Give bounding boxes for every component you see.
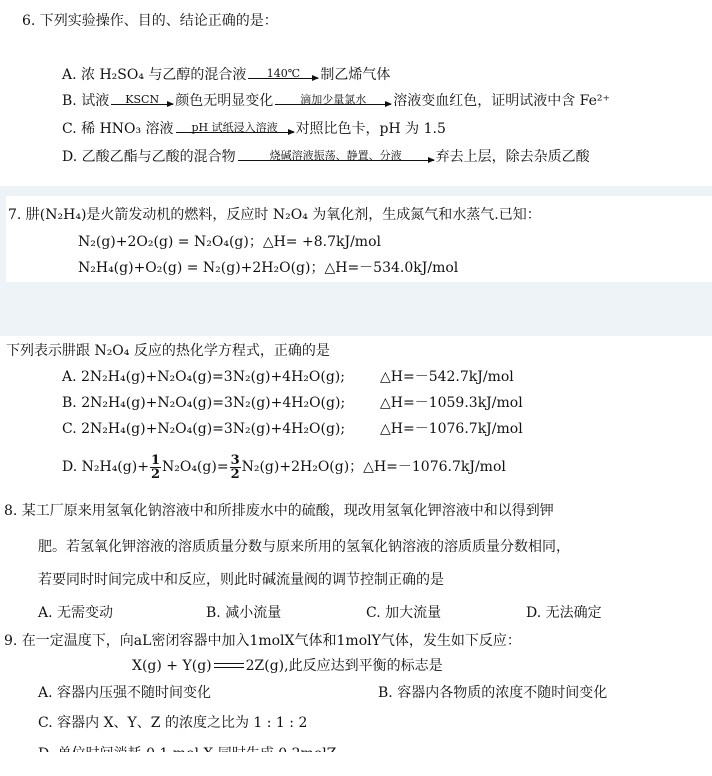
q6-option-d	[62, 148, 590, 166]
q8-line2: 肥。若氢氧化钾溶液的溶质质量分数与原来所用的氢氧化钠溶液的溶质质量分数相同，	[38, 539, 570, 555]
q7-c-eq: C. 2N₂H₄(g)+N₂O₄(g)=3N₂(g)+4H₂O(g);	[62, 421, 346, 437]
q6-c-pre: C. 稀 HNO₃ 溶液	[62, 121, 174, 137]
q7-given-eq2: N₂H₄(g)+O₂(g) = N₂(g)+2H₂O(g)；△H=－534.0kJ/mol	[78, 260, 459, 276]
q6-option-b	[62, 92, 610, 110]
q7-option-b	[62, 394, 523, 412]
q6-b-mid: 颜色无明显变化	[175, 93, 274, 109]
reaction-arrow	[111, 93, 173, 108]
q9-option-c: C. 容器内 X、Y、Z 的浓度之比为 1 : 1 : 2	[38, 715, 308, 731]
q8-option-c: C. 加大流量	[366, 605, 442, 621]
q9-option-a: A. 容器内压强不随时间变化	[38, 685, 212, 701]
q6-b-cond1: KSCN	[125, 93, 160, 106]
q6-d-post: 弃去上层，除去杂质乙酸	[435, 149, 590, 165]
q7-a-eq: A. 2N₂H₄(g)+N₂O₄(g)=3N₂(g)+4H₂O(g);	[62, 369, 345, 385]
fraction-numerator: 3	[230, 452, 240, 468]
q6-option-c	[62, 120, 446, 138]
q6-stem: 6. 下列实验操作、目的、结论正确的是：	[22, 13, 278, 29]
q6-c-post: 对照比色卡，pH 为 1.5	[295, 121, 446, 137]
q8-option-b: B. 减小流量	[206, 605, 282, 621]
q7-given-eq1: N₂(g)+2O₂(g) = N₂O₄(g)；△H= +8.7kJ/mol	[78, 234, 381, 250]
q9-rx-post: 2Z(g),此反应达到平衡的标志是	[245, 658, 443, 674]
fraction-denominator: 2	[230, 466, 240, 482]
q9-option-b: B. 容器内各物质的浓度不随时间变化	[378, 685, 608, 701]
q6-option-a	[62, 66, 390, 84]
fraction-three-halves	[230, 454, 241, 481]
q6-b-cond2: 滴加少量氯水	[300, 93, 367, 106]
q9-stem: 9. 在一定温度下，向aL密闭容器中加入1molX气体和1molY气体，发生如下反应：	[4, 633, 521, 649]
reaction-arrow	[248, 67, 318, 82]
fraction-numerator: 1	[150, 452, 160, 468]
q9-reaction	[132, 657, 443, 675]
q6-d-cond: 烧碱溶液振荡、静置、分液	[269, 149, 402, 162]
reaction-arrow	[275, 93, 391, 108]
q7-question: 下列表示肼跟 N₂O₄ 反应的热化学方程式，正确的是	[6, 343, 330, 359]
crop-edge	[0, 752, 712, 776]
q7-stem: 7. 肼(N₂H₄)是火箭发动机的燃料，反应时 N₂O₄ 为氧化剂，生成氮气和水蒸气.已知：	[8, 207, 541, 223]
q7-a-dh: △H=－542.7kJ/mol	[380, 369, 514, 385]
q7-d-part1: D. N₂H₄(g)+	[62, 459, 149, 475]
q8-line1: 8. 某工厂原来用氢氧化钠溶液中和所排废水中的硫酸，现改用氢氧化钾溶液中和以得到钾	[4, 503, 554, 519]
q8-line3: 若要同时时间完成中和反应，则此时碱流量阀的调节控制正确的是	[38, 572, 444, 588]
reaction-arrow	[238, 149, 434, 164]
q6-a-post: 制乙烯气体	[320, 67, 391, 83]
q6-b-post: 溶液变血红色，证明试液中含 Fe²⁺	[393, 93, 610, 109]
q7-b-eq: B. 2N₂H₄(g)+N₂O₄(g)=3N₂(g)+4H₂O(g);	[62, 395, 346, 411]
q7-option-d	[62, 450, 506, 484]
q8-option-d: D. 无法确定	[526, 605, 602, 621]
q6-a-pre: A. 浓 H₂SO₄ 与乙醇的混合液	[62, 67, 247, 83]
q7-option-c	[62, 420, 523, 438]
q6-d-pre: D. 乙酸乙酯与乙酸的混合物	[62, 149, 236, 165]
equilibrium-arrow	[214, 661, 244, 671]
q9-rx-pre: X(g) + Y(g)	[132, 658, 212, 674]
q7-b-dh: △H=－1059.3kJ/mol	[380, 395, 523, 411]
q8-option-a: A. 无需变动	[38, 605, 114, 621]
reaction-arrow	[176, 121, 294, 136]
q7-d-part2: N₂O₄(g)=	[161, 459, 229, 475]
q7-option-a	[62, 368, 514, 386]
q6-a-cond: 140℃	[266, 67, 301, 80]
fraction-one-half	[150, 454, 161, 481]
q7-c-dh: △H=－1076.7kJ/mol	[380, 421, 523, 437]
fraction-denominator: 2	[150, 466, 160, 482]
q6-b-pre: B. 试液	[62, 93, 110, 109]
q7-d-part3: N₂(g)+2H₂O(g)；△H=－1076.7kJ/mol	[241, 459, 506, 475]
q6-c-cond: pH 试纸浸入溶液	[191, 121, 278, 134]
